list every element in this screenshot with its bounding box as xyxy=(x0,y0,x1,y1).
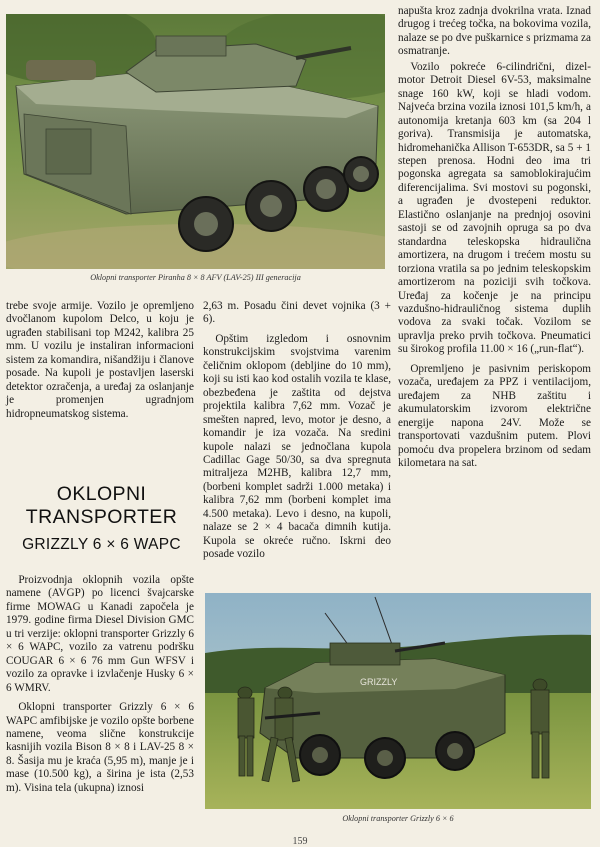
bottom-photo-caption: Oklopni transporter Grizzly 6 × 6 xyxy=(342,814,454,823)
middle-paragraph-1: 2,63 m. Posadu čini devet vojnika (3 + 6). xyxy=(203,300,391,326)
left-column-bottom-text xyxy=(6,574,194,795)
left-paragraph-bottom-1: Proizvodnja oklopnih vozila opšte namene (AVGP) po licenci švajcarske firme MOWAG u Kanadi započela je 1979. godine firma Diesel Division GMC u tri verzije: oklopni transporter Grizzly 6 × 6 WAPC, vozilo za vatrenu podršku COUGAR 6 × 6 76 mm Gun WFSV i vozilo za opravke i izvlačenje Husky 6 × 6 WMRV. xyxy=(6,574,194,694)
heading-line-3: GRIZZLY 6 × 6 WAPC xyxy=(22,536,181,553)
vehicle-marking: GRIZZLY xyxy=(360,677,398,687)
top-photo-caption: Oklopni transporter Piranha 8 × 8 AFV (LAV-25) III generacija xyxy=(90,273,301,282)
piranha-illustration xyxy=(6,14,385,269)
heading-line-2: TRANSPORTER xyxy=(25,506,178,528)
photo-grizzly xyxy=(205,593,591,809)
right-column-text xyxy=(398,5,591,470)
article-heading xyxy=(10,483,193,554)
photo-piranha-lav25 xyxy=(6,14,385,269)
grizzly-illustration xyxy=(205,593,591,809)
right-paragraph-1: napušta kroz zadnja dvokrilna vrata. Iznad drugog i trećeg točka, na bokovima vozila, nalaze se po dve puškarnice s prizmama za osmatranje. xyxy=(398,5,591,58)
page-number: 159 xyxy=(292,836,308,847)
left-paragraph-top: trebe svoje armije. Vozilo je opremljeno dvočlanom kupolom Delco, u koju je ugrađen stabilisani top M242, kalibra 25 mm. U vozilu je instaliran informacioni sistem za komandira, nišandžiju i članove posade. Na kupoli je postavljen laserski detektor ozračenja, a uređaj za oslanjanje je promenjen ugradnjom hidropneumatskog sistema. xyxy=(6,300,194,420)
middle-paragraph-2: Opštim izgledom i osnovnim konstrukcijskim svojstvima varenim čeličnim oklopom (debljine do 10 mm), koji su isti kao kod ostalih vozila te klase, obezbeđena je zaštita od dejstva projektila kalibra 7,62 mm. Vozač je smešten napred, levo, motor je desno, a komandir je iza vozača. Na sredini kupole nalazi se jednočlana kupola Cadillac Gage 50/30, sa dva spregnuta mitraljeza M2HB, kalibra 12,7 mm, (borbeni komplet sadrži 1.000 metaka) i kalibra 7,62 mm (borbeni komplet ima 4.500 metaka). Levo i desno, na kupoli, nalaze se 2 × 4 bacača dimnih kutija. Kupola se okreće ručno. Iskrni deo posade vozilo xyxy=(203,332,391,561)
left-paragraph-bottom-2: Oklopni transporter Grizzly 6 × 6 WAPC amfibijske je vozilo opšte borbene namene, veoma slične konstrukcije kasnijih vozila Bison 8 × 8 i LAV-25 8 × 8. Šasija mu je kraća (5,95 m), manje je i mase (10.500 kg), a širina je ista (2,53 m). Visina tela (ukupna) iznosi xyxy=(6,701,194,794)
right-paragraph-2: Vozilo pokreće 6-cilindrični, dizel-motor Detroit Diesel 6V-53, maksimalne snage 160 kW, koji se hladi vodom. Najveća brzina vozila iznosi 101,5 km/h, a autonomija kretanja 603 km (sa 204 l goriva). Transmisija je automatska, hidromehanička Allison T-653DR, sa 5 + 1 stepen prenosa. Hodni deo ima tri pogonska agregata sa samoblokirajućim diferencijalima. Svi mostovi su pogonski, a ugrađen je dvostepeni reduktor. Elastično oslanjanje na prednjoj osovini sastoji se od zavojnih opruga sa po dva standardna teleskopska hidraulična amortizera, na drugom i trećem mostu su torziona vratila sa po jednim teleskopskim amortizerom na poziciji svih točkova. Uređaj za kočenje je na principu vazdušno-hidrauličnog sistema duplih vodova za svaki točak. Vozilom se upravlja preko prvih točkova. Pneumatici su širokog profila 11.00 × 16 („run-flat“). xyxy=(398,60,591,356)
middle-column-text xyxy=(203,300,391,562)
left-column-top-text xyxy=(6,300,194,421)
right-paragraph-3: Opremljeno je pasivnim periskopom vozača, uređajem za PPZ i ventilacijom, uređajem za NHB zaštitu i akumulatorskim izvorom električne energije napona 24V. Može se transportovati vazdušnim putem. Plovi pomoću dva propelera brzinom od sedam kilometara na sat. xyxy=(398,362,591,469)
heading-line-1: OKLOPNI xyxy=(56,483,147,505)
